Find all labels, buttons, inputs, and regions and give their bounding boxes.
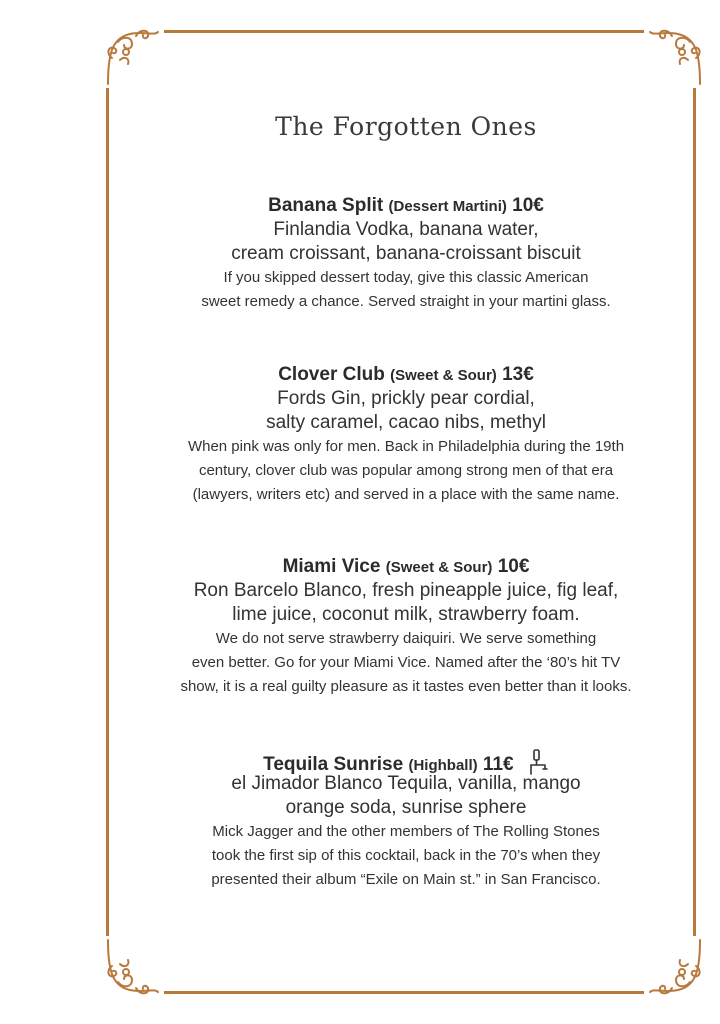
item-heading [106, 748, 706, 775]
item-name: Clover Club [278, 364, 385, 385]
menu-item-clover-club [106, 363, 706, 507]
ornament-corner-icon [644, 936, 708, 1000]
item-ingredients-line: el Jimador Blanco Tequila, vanilla, mango [231, 773, 581, 794]
item-description-line: (lawyers, writers etc) and served in a place with the same name. [192, 486, 620, 503]
item-description-line: century, clover club was popular among strong men of that era [198, 462, 614, 479]
item-style: (Sweet & Sour) [385, 559, 493, 576]
item-name: Tequila Sunrise [263, 754, 404, 775]
item-ingredients-line: Ron Barcelo Blanco, fresh pineapple juice, fig leaf, [193, 580, 619, 601]
item-ingredients-line: lime juice, coconut milk, strawberry foam. [232, 604, 580, 625]
item-heading [106, 194, 706, 218]
ornament-corner-icon [100, 24, 164, 88]
item-description-line: show, it is a real guilty pleasure as it tastes even better than it looks. [180, 678, 632, 695]
item-ingredients-line: Finlandia Vodka, banana water, [273, 219, 539, 240]
item-price: 13€ [502, 364, 534, 385]
item-style: (Dessert Martini) [388, 198, 507, 215]
ornament-corner-icon [100, 936, 164, 1000]
item-description-line: When pink was only for men. Back in Philadelphia during the 19th [187, 438, 625, 455]
item-price: 10€ [497, 556, 530, 577]
item-style: (Highball) [408, 757, 478, 774]
item-price: 10€ [512, 195, 544, 216]
item-description-line: Mick Jagger and the other members of The Rolling Stones [212, 823, 600, 840]
item-style: (Sweet & Sour) [390, 367, 497, 384]
item-description-line: presented their album “Exile on Main st.” in San Francisco. [211, 871, 601, 888]
ornament-corner-icon [644, 24, 708, 88]
item-description-line: We do not serve strawberry daiquiri. We serve something [215, 630, 597, 647]
item-name: Banana Split [268, 195, 384, 216]
menu-title: The Forgotten Ones [275, 112, 537, 141]
menu-item-miami-vice [106, 555, 706, 699]
item-price: 11€ [482, 754, 514, 775]
item-heading [106, 555, 706, 579]
item-ingredients-line: cream croissant, banana-croissant biscuit [231, 243, 581, 264]
menu-item-tequila-sunrise [106, 748, 706, 892]
item-heading [106, 363, 706, 387]
item-ingredients-line: Fords Gin, prickly pear cordial, [277, 388, 535, 409]
item-description-line: even better. Go for your Miami Vice. Named after the ‘80’s hit TV [191, 654, 621, 671]
menu-item-banana-split [106, 194, 706, 314]
item-description-line: took the first sip of this cocktail, back in the 70’s when they [211, 847, 601, 864]
item-description-line: sweet remedy a chance. Served straight in your martini glass. [201, 293, 611, 310]
item-description-line: If you skipped dessert today, give this classic American [223, 269, 589, 286]
item-name: Miami Vice [282, 556, 381, 577]
item-ingredients-line: orange soda, sunrise sphere [285, 797, 527, 818]
item-ingredients-line: salty caramel, cacao nibs, methyl [266, 412, 546, 433]
